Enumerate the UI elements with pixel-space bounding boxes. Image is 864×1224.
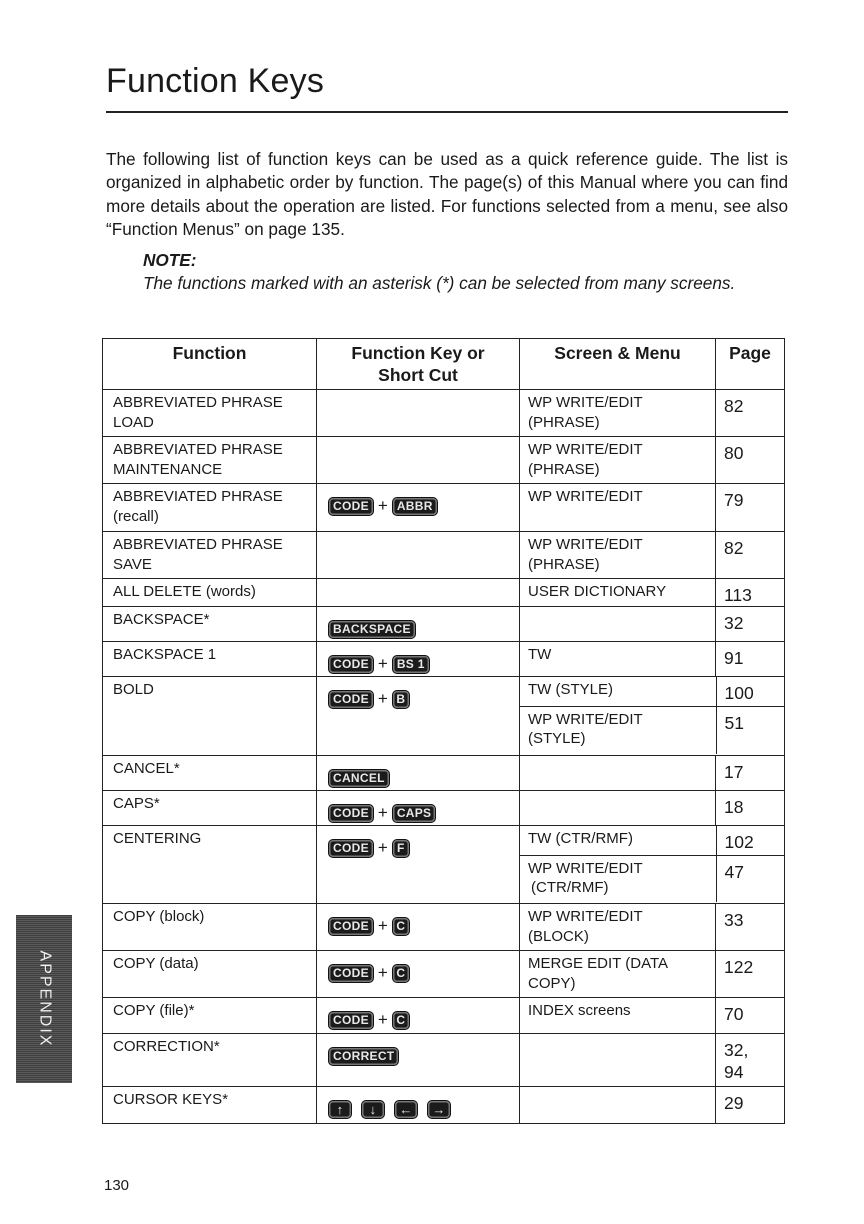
code-key-icon: CODE <box>329 1012 373 1029</box>
page-cell: 102 <box>716 826 785 855</box>
table-row <box>103 756 785 791</box>
key-cell <box>317 998 520 1034</box>
table-row <box>103 642 785 677</box>
screen-cell <box>520 904 716 951</box>
title-rule <box>106 111 788 113</box>
header-key-line2: Short Cut <box>378 365 458 385</box>
cancel-key-icon: CANCEL <box>329 770 389 787</box>
table-row <box>103 1034 785 1087</box>
plus-sign: + <box>377 496 388 516</box>
split-cell <box>520 826 785 904</box>
table-row <box>103 607 785 642</box>
code-key-icon: CODE <box>329 840 373 857</box>
key-cell <box>317 484 520 532</box>
plus-sign: + <box>377 689 388 709</box>
c-key-icon: C <box>393 1012 409 1029</box>
screen-cell <box>520 998 716 1034</box>
right-arrow-key-icon: → <box>428 1101 450 1118</box>
screen-cell: TW (CTR/RMF) <box>520 826 716 855</box>
screen-cell <box>520 756 716 791</box>
screen-cell <box>520 607 716 642</box>
screen-text: COPY) <box>528 974 576 992</box>
function-text: ABBREVIATED PHRASE <box>113 488 283 505</box>
page-cell <box>716 1034 785 1087</box>
function-text: COPY (block) <box>113 908 205 925</box>
function-cell <box>103 642 317 677</box>
key-cell <box>317 951 520 998</box>
screen-text: WP WRITE/EDIT <box>528 859 643 877</box>
screen-text: WP WRITE/EDIT <box>528 394 643 411</box>
screen-text: USER DICTIONARY <box>528 583 667 600</box>
page-title: Function Keys <box>106 62 325 100</box>
page-text: 94 <box>724 1062 744 1082</box>
table-row <box>103 390 785 437</box>
plus-sign: + <box>377 803 388 823</box>
function-text: BOLD <box>113 681 154 698</box>
function-cell <box>103 756 317 791</box>
code-key-icon: CODE <box>329 498 373 515</box>
page-cell: 18 <box>716 791 785 826</box>
code-key-icon: CODE <box>329 691 373 708</box>
function-text: CANCEL* <box>113 760 180 777</box>
function-cell <box>103 998 317 1034</box>
table-header-row <box>103 339 785 390</box>
screen-cell <box>520 532 716 579</box>
side-tab-label: APPENDIX <box>36 950 54 1048</box>
header-function: Function <box>103 339 317 390</box>
screen-text: (PHRASE) <box>528 413 600 431</box>
function-text: CURSOR KEYS* <box>113 1091 229 1108</box>
page-cell: 17 <box>716 756 785 791</box>
key-cell <box>317 677 520 756</box>
f-key-icon: F <box>393 840 409 857</box>
screen-cell <box>520 706 716 754</box>
split-cell <box>520 677 785 756</box>
split-row <box>520 855 785 902</box>
bs1-key-icon: BS 1 <box>393 656 429 673</box>
screen-cell <box>520 390 716 437</box>
function-cell <box>103 826 317 904</box>
function-cell <box>103 904 317 951</box>
screen-cell <box>520 1034 716 1087</box>
screen-cell <box>520 1087 716 1124</box>
correct-key-icon: CORRECT <box>329 1048 398 1065</box>
key-cell <box>317 607 520 642</box>
appendix-side-tab <box>16 915 72 1083</box>
header-function-key <box>317 339 520 390</box>
page-cell: 91 <box>716 642 785 677</box>
function-text: MAINTENANCE <box>113 460 223 478</box>
plus-sign: + <box>377 916 388 936</box>
code-key-icon: CODE <box>329 656 373 673</box>
table-row <box>103 904 785 951</box>
page-cell: 32 <box>716 607 785 642</box>
key-cell <box>317 1087 520 1124</box>
page-cell: 80 <box>716 437 785 484</box>
plus-sign: + <box>377 1010 388 1030</box>
screen-text: (CTR/RMF) <box>531 879 609 896</box>
key-cell <box>317 390 520 437</box>
backspace-key-icon: BACKSPACE <box>329 621 415 638</box>
table-row <box>103 1087 785 1124</box>
c-key-icon: C <box>393 965 409 982</box>
table-row <box>103 484 785 532</box>
b-key-icon: B <box>393 691 409 708</box>
abbr-key-icon: ABBR <box>393 498 437 515</box>
note-text: The functions marked with an asterisk (*) can be selected from many screens. <box>143 273 736 293</box>
function-text: CAPS* <box>113 795 160 812</box>
function-cell <box>103 1034 317 1087</box>
page-cell: 29 <box>716 1087 785 1124</box>
screen-cell <box>520 855 716 902</box>
intro-paragraph: The following list of function keys can be used as a quick reference guide. The list is organized in alphabetic order by function. The page(s) of this Manual where you can find more details about the operation are listed. For functions selected from a menu, see also “Function Menus” on page 135. <box>106 149 788 239</box>
screen-text: WP WRITE/EDIT <box>528 908 643 925</box>
note-heading: NOTE: <box>143 250 197 270</box>
code-key-icon: CODE <box>329 965 373 982</box>
table-row <box>103 677 785 756</box>
left-arrow-key-icon: ← <box>395 1101 417 1118</box>
key-cell <box>317 642 520 677</box>
screen-cell <box>520 437 716 484</box>
function-text: CENTERING <box>113 830 202 847</box>
page-cell: 33 <box>716 904 785 951</box>
code-key-icon: CODE <box>329 805 373 822</box>
page-cell: 82 <box>716 532 785 579</box>
screen-text: (BLOCK) <box>528 927 589 945</box>
function-text: SAVE <box>113 555 152 573</box>
screen-cell: TW (STYLE) <box>520 677 716 706</box>
page-cell: 100 <box>716 677 785 706</box>
header-screen-menu: Screen & Menu <box>520 339 716 390</box>
page-cell: 122 <box>716 951 785 998</box>
function-keys-table <box>102 338 785 1124</box>
function-cell <box>103 484 317 532</box>
header-key-line1: Function Key or <box>351 343 485 363</box>
function-text: COPY (data) <box>113 955 199 972</box>
key-cell <box>317 437 520 484</box>
screen-text: (STYLE) <box>528 730 586 747</box>
up-arrow-key-icon: ↑ <box>329 1101 351 1118</box>
function-text: LOAD <box>113 413 154 431</box>
screen-text: WP WRITE/EDIT <box>528 488 643 505</box>
key-cell <box>317 904 520 951</box>
screen-cell <box>520 791 716 826</box>
split-table <box>520 826 785 902</box>
split-row <box>520 826 785 855</box>
screen-text: WP WRITE/EDIT <box>528 710 643 728</box>
screen-cell <box>520 579 716 607</box>
function-text: ABBREVIATED PHRASE <box>113 536 283 553</box>
key-cell <box>317 826 520 904</box>
function-cell <box>103 532 317 579</box>
function-cell <box>103 579 317 607</box>
table-row <box>103 826 785 904</box>
screen-cell <box>520 951 716 998</box>
page-cell: 47 <box>716 855 785 902</box>
down-arrow-key-icon: ↓ <box>362 1101 384 1118</box>
function-text: BACKSPACE 1 <box>113 646 217 663</box>
split-row <box>520 706 785 754</box>
key-cell <box>317 579 520 607</box>
function-text: ABBREVIATED PHRASE <box>113 441 283 458</box>
screen-text: WP WRITE/EDIT <box>528 536 643 553</box>
function-text: ABBREVIATED PHRASE <box>113 394 283 411</box>
plus-sign: + <box>377 654 388 674</box>
page-cell: 70 <box>716 998 785 1034</box>
split-table <box>520 677 785 754</box>
code-key-icon: CODE <box>329 918 373 935</box>
c-key-icon: C <box>393 918 409 935</box>
table-row <box>103 951 785 998</box>
function-cell <box>103 791 317 826</box>
function-cell <box>103 951 317 998</box>
key-cell <box>317 1034 520 1087</box>
key-cell <box>317 532 520 579</box>
function-text: ALL DELETE (words) <box>113 583 256 600</box>
key-cell <box>317 791 520 826</box>
table-row <box>103 532 785 579</box>
function-cell <box>103 437 317 484</box>
caps-key-icon: CAPS <box>393 805 436 822</box>
plus-sign: + <box>377 963 388 983</box>
page-cell: 113 <box>716 579 785 607</box>
function-cell <box>103 1087 317 1124</box>
function-text: CORRECTION* <box>113 1038 220 1055</box>
function-cell <box>103 390 317 437</box>
page-cell: 82 <box>716 390 785 437</box>
page-cell: 51 <box>716 706 785 754</box>
table-row <box>103 791 785 826</box>
key-cell <box>317 756 520 791</box>
screen-text: TW <box>528 646 552 663</box>
split-row <box>520 677 785 706</box>
screen-text: WP WRITE/EDIT <box>528 441 643 458</box>
function-text: (recall) <box>113 507 159 525</box>
header-page: Page <box>716 339 785 390</box>
table-row <box>103 998 785 1034</box>
table-row <box>103 579 785 607</box>
screen-cell <box>520 484 716 532</box>
screen-cell <box>520 642 716 677</box>
function-text: BACKSPACE* <box>113 611 210 628</box>
table-row <box>103 437 785 484</box>
screen-text: INDEX screens <box>528 1002 631 1019</box>
page-cell: 79 <box>716 484 785 532</box>
page-number: 130 <box>104 1177 130 1194</box>
function-cell <box>103 607 317 642</box>
plus-sign: + <box>377 838 388 858</box>
screen-text: (PHRASE) <box>528 555 600 573</box>
page-text: 32, <box>724 1040 749 1060</box>
screen-text: MERGE EDIT (DATA <box>528 955 669 972</box>
function-text: COPY (file)* <box>113 1002 195 1019</box>
screen-text: (PHRASE) <box>528 460 600 478</box>
function-cell <box>103 677 317 756</box>
